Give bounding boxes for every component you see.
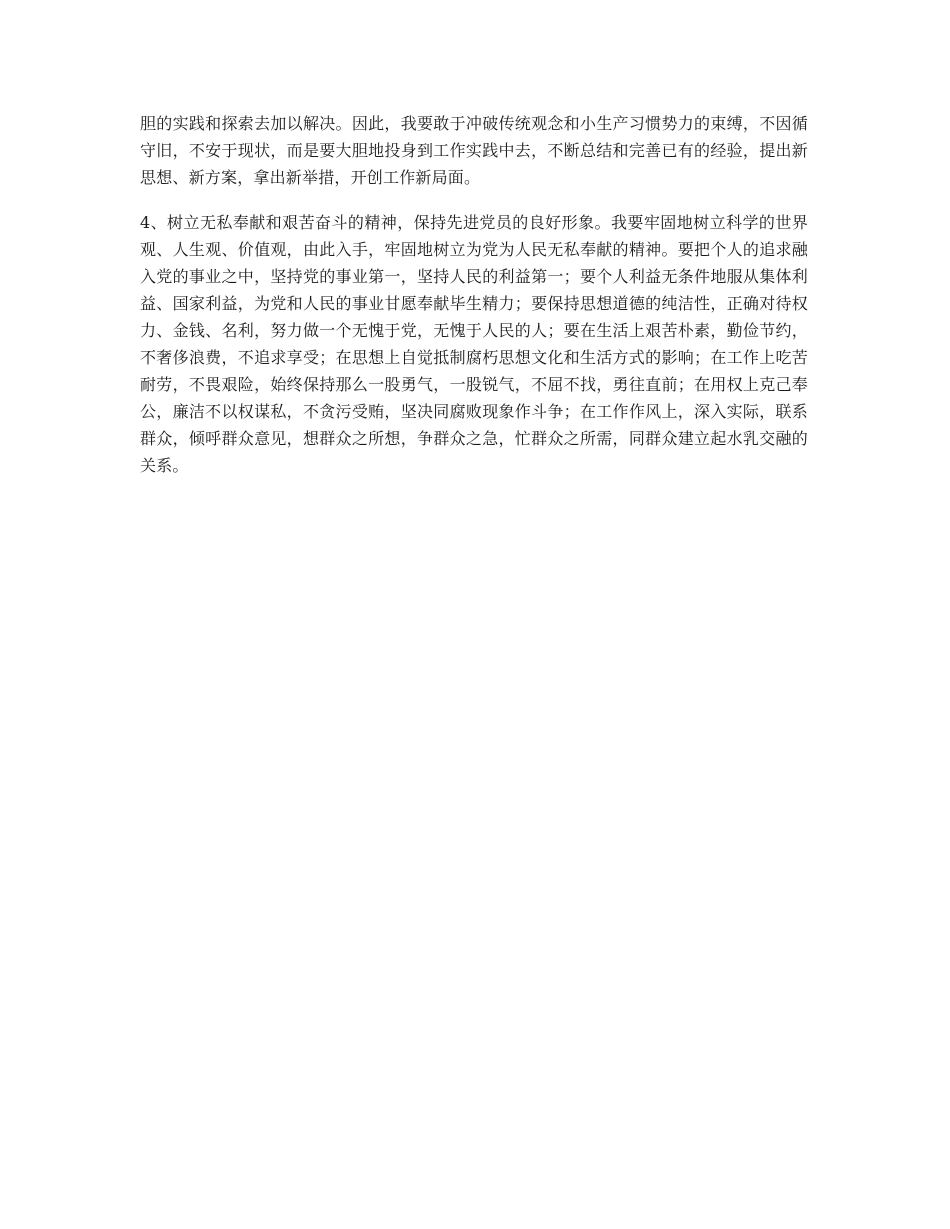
paragraph-continuation: 胆的实践和探索去加以解决。因此，我要敢于冲破传统观念和小生产习惯势力的束缚，不因循守旧，不安于现状，而是要大胆地投身到工作实践中去，不断总结和完善已有的经验，提出新思想、新方案，拿出新举措，开创工作新局面。 bbox=[140, 114, 808, 187]
paragraph-item-4: 4、树立无私奉献和艰苦奋斗的精神，保持先进党员的良好形象。我要牢固地树立科学的世界观、人生观、价值观，由此入手，牢固地树立为党为人民无私奉献的精神。要把个人的追求融入党的事业之中，坚持党的事业第一，坚持人民的利益第一；要个人利益无条件地服从集体利益、国家利益，为党和人民的事业甘愿奉献毕生精力；要保持思想道德的纯洁性，正确对待权力、金钱、名利，努力做一个无愧于党，无愧于人民的人；要在生活上艰苦朴素，勤俭节约，不奢侈浪费，不追求享受；在思想上自觉抵制腐朽思想文化和生活方式的影响；在工作上吃苦耐劳，不畏艰险，始终保持那么一股勇气，一股锐气，不屈不找，勇往直前；在用权上克己奉公，廉洁不以权谋私，不贪污受贿，坚决同腐败现象作斗争；在工作作风上，深入实际，联系群众，倾呼群众意见，想群众之所想，争群众之急，忙群众之所需，同群众建立起水乳交融的关系。 bbox=[140, 213, 808, 475]
document-page bbox=[140, 110, 808, 479]
